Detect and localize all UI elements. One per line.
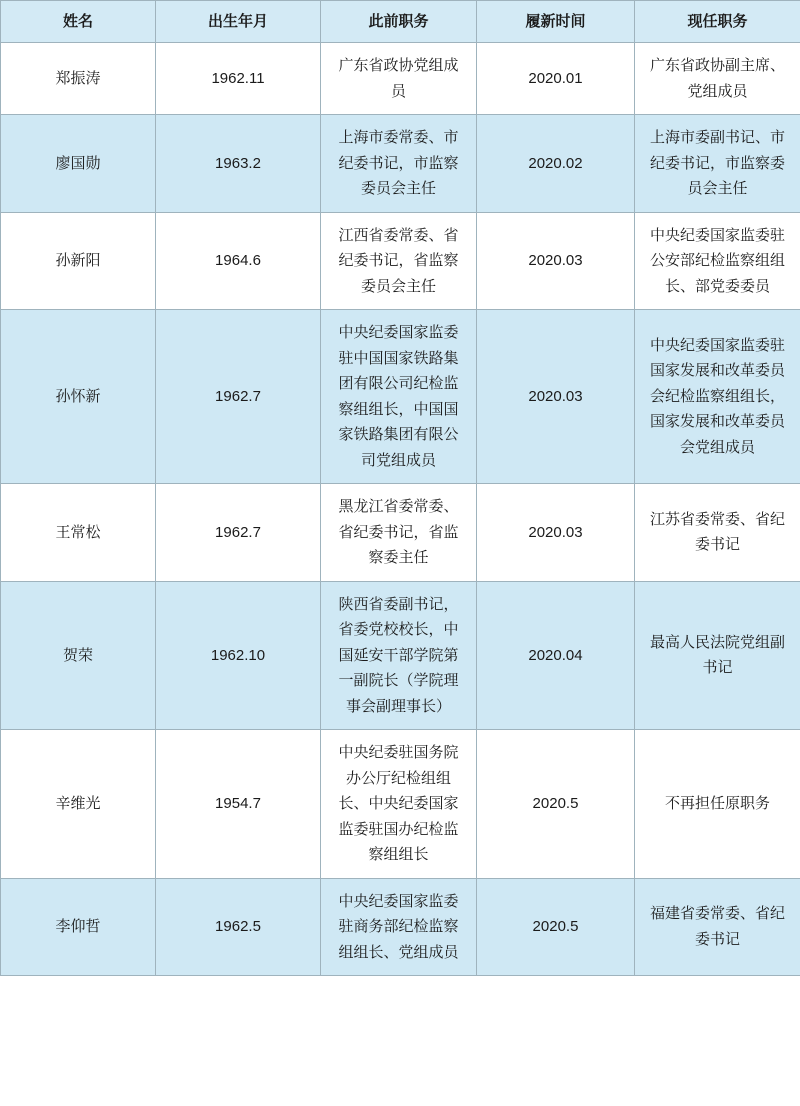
- cell-birth: 1963.2: [156, 115, 321, 213]
- cell-previous-position: 上海市委常委、市纪委书记，市监察委员会主任: [321, 115, 477, 213]
- cell-current-position: 福建省委常委、省纪委书记: [635, 878, 800, 976]
- cell-previous-position: 黑龙江省委常委、省纪委书记，省监察委主任: [321, 484, 477, 582]
- cell-current-position: 中央纪委国家监委驻国家发展和改革委员会纪检监察组组长，国家发展和改革委员会党组成员: [635, 310, 800, 484]
- cell-appointment-date: 2020.5: [477, 730, 635, 879]
- cell-appointment-date: 2020.02: [477, 115, 635, 213]
- column-header-name: 姓名: [1, 1, 156, 43]
- table-header-row: [1, 1, 800, 43]
- cell-appointment-date: 2020.03: [477, 310, 635, 484]
- table-row: [1, 878, 800, 976]
- table-row: [1, 310, 800, 484]
- table-header: [1, 1, 800, 43]
- cell-current-position: 广东省政协副主席、党组成员: [635, 43, 800, 115]
- cell-birth: 1964.6: [156, 212, 321, 310]
- cell-name: 辛维光: [1, 730, 156, 879]
- cell-previous-position: 广东省政协党组成员: [321, 43, 477, 115]
- cell-name: 郑振涛: [1, 43, 156, 115]
- cell-birth: 1962.11: [156, 43, 321, 115]
- cell-previous-position: 陕西省委副书记，省委党校校长，中国延安干部学院第一副院长（学院理事会副理事长）: [321, 581, 477, 730]
- cell-current-position: 上海市委副书记、市纪委书记，市监察委员会主任: [635, 115, 800, 213]
- cell-appointment-date: 2020.04: [477, 581, 635, 730]
- cell-current-position: 江苏省委常委、省纪委书记: [635, 484, 800, 582]
- cell-appointment-date: 2020.01: [477, 43, 635, 115]
- column-header-birth: 出生年月: [156, 1, 321, 43]
- cell-previous-position: 中央纪委国家监委驻中国国家铁路集团有限公司纪检监察组组长，中国国家铁路集团有限公司党组成员: [321, 310, 477, 484]
- column-header-previous-position: 此前职务: [321, 1, 477, 43]
- table-row: [1, 115, 800, 213]
- table-row: [1, 212, 800, 310]
- cell-current-position: 不再担任原职务: [635, 730, 800, 879]
- cell-current-position: 最高人民法院党组副书记: [635, 581, 800, 730]
- cell-previous-position: 江西省委常委、省纪委书记，省监察委员会主任: [321, 212, 477, 310]
- cell-name: 王常松: [1, 484, 156, 582]
- cell-name: 李仰哲: [1, 878, 156, 976]
- table-row: [1, 43, 800, 115]
- cell-appointment-date: 2020.03: [477, 484, 635, 582]
- table-row: [1, 484, 800, 582]
- table-row: [1, 730, 800, 879]
- table-body: [1, 43, 800, 976]
- cell-birth: 1962.10: [156, 581, 321, 730]
- cell-birth: 1954.7: [156, 730, 321, 879]
- cell-appointment-date: 2020.5: [477, 878, 635, 976]
- cell-current-position: 中央纪委国家监委驻公安部纪检监察组组长、部党委委员: [635, 212, 800, 310]
- column-header-current-position: 现任职务: [635, 1, 800, 43]
- cell-birth: 1962.7: [156, 484, 321, 582]
- cell-name: 孙新阳: [1, 212, 156, 310]
- cell-birth: 1962.7: [156, 310, 321, 484]
- cell-previous-position: 中央纪委国家监委驻商务部纪检监察组组长、党组成员: [321, 878, 477, 976]
- cell-previous-position: 中央纪委驻国务院办公厅纪检组组长、中央纪委国家监委驻国办纪检监察组组长: [321, 730, 477, 879]
- cell-name: 孙怀新: [1, 310, 156, 484]
- table-row: [1, 581, 800, 730]
- cell-appointment-date: 2020.03: [477, 212, 635, 310]
- cell-name: 廖国勋: [1, 115, 156, 213]
- cell-birth: 1962.5: [156, 878, 321, 976]
- column-header-appointment-date: 履新时间: [477, 1, 635, 43]
- cell-name: 贺荣: [1, 581, 156, 730]
